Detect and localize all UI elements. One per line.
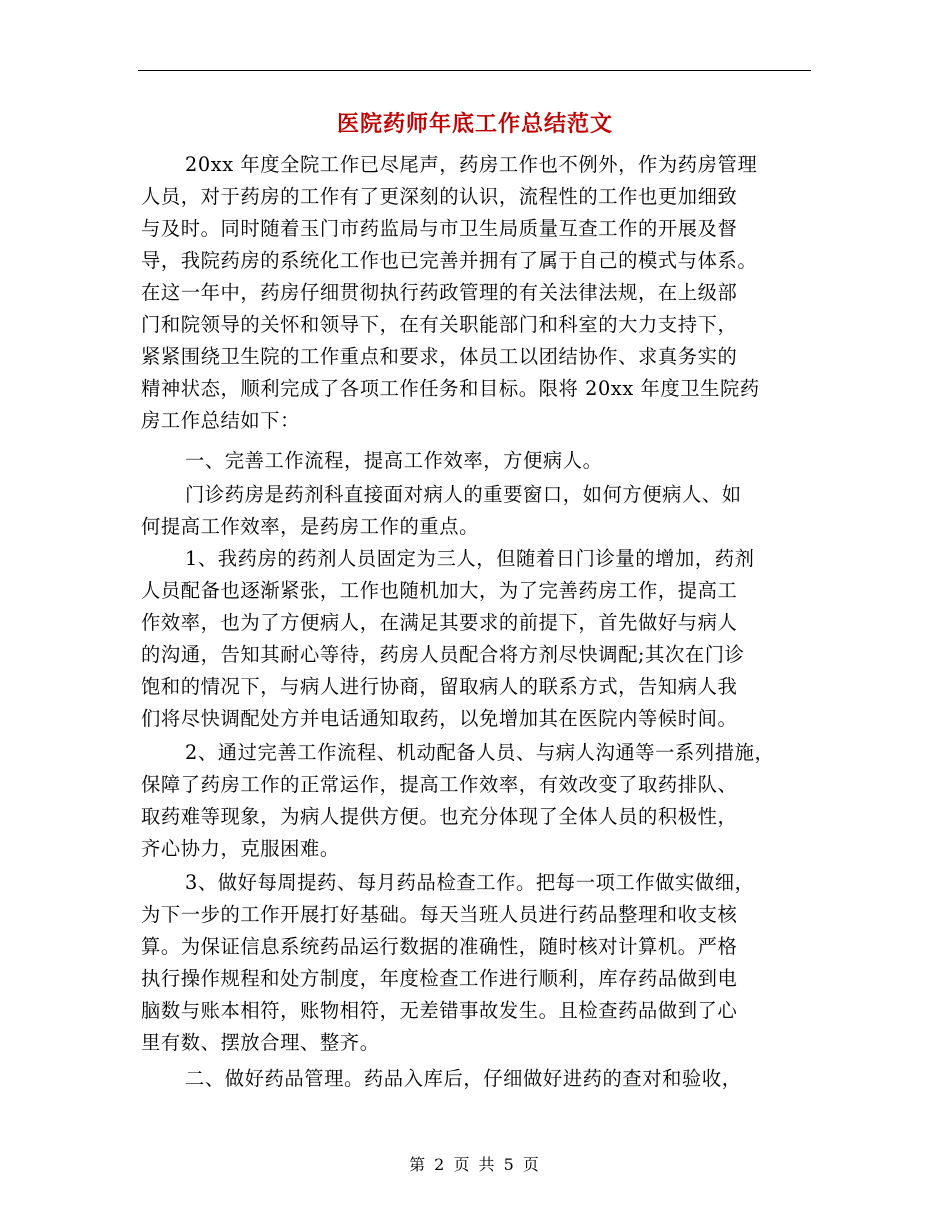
text-line: 1、我药房的药剂人员固定为三人，但随着日门诊量的增加，药剂: [185, 547, 755, 570]
text-line: 3、做好每周提药、每月药品检查工作。把每一项工作做实做细，: [185, 871, 755, 894]
text-line: 门和院领导的关怀和领导下，在有关职能部门和科室的大力支持下，: [141, 313, 738, 336]
text-line: 执行操作规程和处方制度，年度检查工作进行顺利，库存药品做到电: [141, 967, 738, 990]
text-line: 在这一年中，药房仔细贯彻执行药政管理的有关法律法规，在上级部: [141, 281, 738, 304]
text-line: 何提高工作效率，是药房工作的重点。: [141, 515, 479, 538]
text-line: 脑数与账本相符，账物相符，无差错事故发生。且检查药品做到了心: [141, 999, 738, 1022]
text-line: 保障了药房工作的正常运作，提高工作效率，有效改变了取药排队、: [141, 773, 738, 796]
section-heading: 二、做好药品管理。药品入库后，仔细做好进药的查对和验收，: [185, 1067, 742, 1090]
text-line: 紧紧围绕卫生院的工作重点和要求，体员工以团结协作、求真务实的: [141, 345, 738, 368]
text-line: 20xx 年度全院工作已尽尾声，药房工作也不例外，作为药房管理: [185, 153, 758, 176]
document-title: 医院药师年底工作总结范文: [336, 112, 613, 137]
text-line: 的沟通，告知其耐心等待，药房人员配合将方剂尽快调配;其次在门诊: [141, 643, 745, 666]
text-line: 里有数、摆放合理、整齐。: [141, 1031, 380, 1054]
text-line: 精神状态，顺利完成了各项工作任务和目标。限将 20xx 年度卫生院药: [141, 377, 760, 400]
text-line: 2、通过完善工作流程、机动配备人员、与病人沟通等一系列措施，: [185, 741, 775, 764]
text-line: 房工作总结如下：: [141, 409, 301, 432]
text-line: 算。为保证信息系统药品运行数据的准确性，随时核对计算机。严格: [141, 935, 738, 958]
text-line: 导，我院药房的系统化工作也已完善并拥有了属于自己的模式与体系。: [141, 249, 758, 272]
header-rule: [138, 70, 811, 71]
text-line: 为下一步的工作开展打好基础。每天当班人员进行药品整理和收支核: [141, 903, 738, 926]
text-line: 取药难等现象，为病人提供方便。也充分体现了全体人员的积极性，: [141, 805, 738, 828]
section-heading: 一、完善工作流程，提高工作效率，方便病人。: [185, 449, 603, 472]
text-line: 饱和的情况下，与病人进行协商，留取病人的联系方式，告知病人我: [141, 675, 738, 698]
text-line: 齐心协力，克服困难。: [141, 837, 340, 860]
page-number: 第 2 页 共 5 页: [409, 1155, 541, 1174]
text-line: 作效率，也为了方便病人，在满足其要求的前提下，首先做好与病人: [141, 611, 738, 634]
text-line: 们将尽快调配处方并电话通知取药，以免增加其在医院内等候时间。: [141, 707, 738, 730]
text-line: 人员，对于药房的工作有了更深刻的认识，流程性的工作也更加细致: [141, 185, 738, 208]
text-line: 人员配备也逐渐紧张，工作也随机加大，为了完善药房工作，提高工: [141, 579, 738, 602]
text-line: 门诊药房是药剂科直接面对病人的重要窗口，如何方便病人、如: [185, 483, 742, 506]
text-line: 与及时。同时随着玉门市药监局与市卫生局质量互查工作的开展及督: [141, 217, 738, 240]
